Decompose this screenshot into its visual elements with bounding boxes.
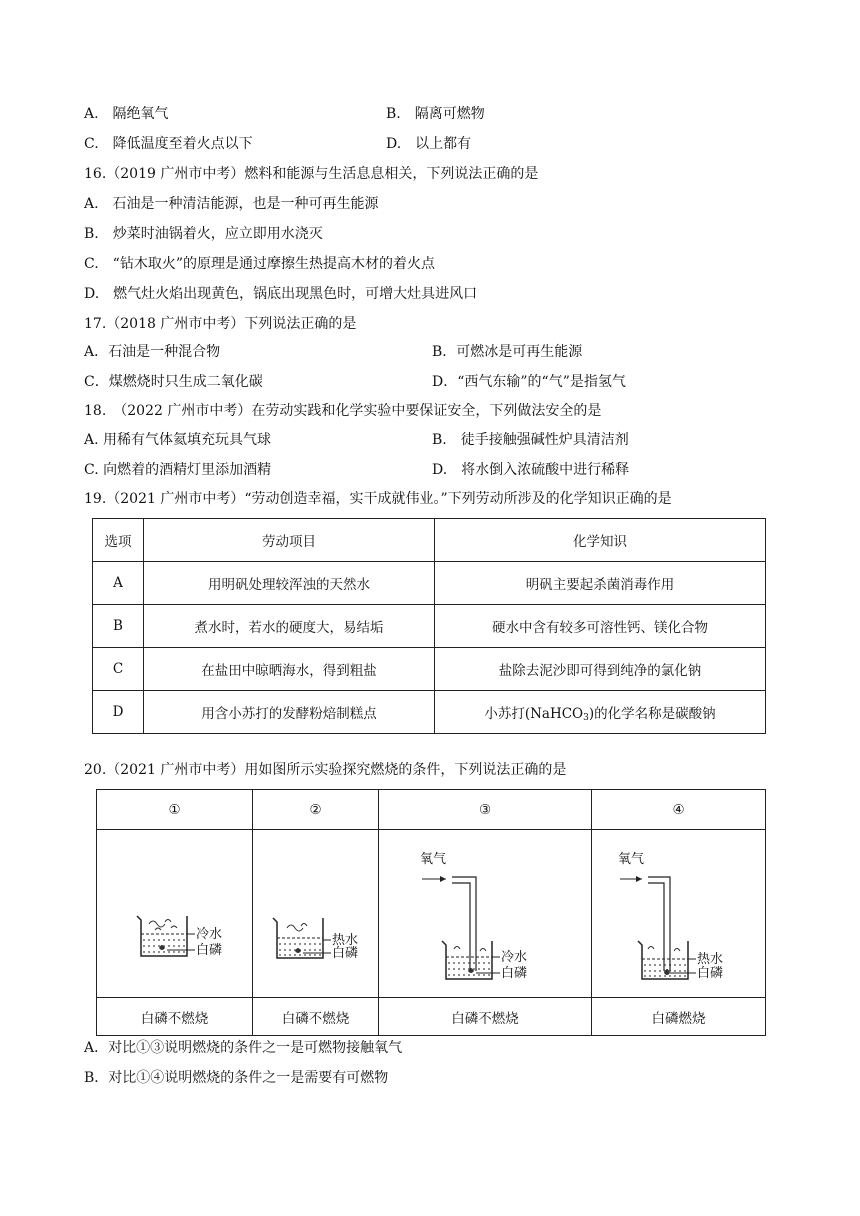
- q20-option-a: A．对比①③说明燃烧的条件之一是可燃物接触氧气: [84, 1040, 403, 1056]
- beaker-oxygen-cold-water: [400, 839, 570, 989]
- table-row: [93, 648, 766, 691]
- label-hot-water: 热水: [331, 932, 358, 948]
- q17-stem: 17.（2018 广州市中考）下列说法正确的是: [84, 316, 357, 332]
- table-header-row: [93, 519, 766, 562]
- q20-stem: 20.（2021 广州市中考）用如图所示实验探究燃烧的条件，下列说法正确的是: [84, 762, 567, 778]
- q18-option-c: C. 向燃着的酒精灯里添加酒精: [84, 462, 272, 478]
- q15-option-c: C. 降低温度至着火点以下: [84, 136, 253, 152]
- q18-option-a: A. 用稀有气体氦填充玩具气球: [84, 432, 272, 448]
- label-white-phosphorus: 白磷: [331, 945, 358, 961]
- result-2: 白磷不燃烧: [253, 998, 379, 1036]
- q17-option-a: A．石油是一种混合物: [84, 344, 221, 360]
- q18-option-b: B. 徒手接触强碱性炉具清洁剂: [432, 432, 629, 448]
- figure-4: [592, 830, 766, 998]
- header-chem-knowledge: 化学知识: [435, 519, 766, 562]
- q19-stem: 19.（2021 广州市中考）“劳动创造幸福，实干成就伟业。”下列劳动所涉及的化学知识正确的是: [84, 491, 672, 507]
- q16-option-d: D. 燃气灶火焰出现黄色，锅底出现黑色时，可增大灶具进风口: [84, 286, 478, 302]
- q16-option-c: C. “钻木取火”的原理是通过摩擦生热提高木材的着火点: [84, 256, 435, 272]
- figure-3: [379, 830, 592, 998]
- row-c-knowledge: 盐除去泥沙即可得到纯净的氯化钠: [435, 648, 766, 691]
- q18-stem: 18. （2022 广州市中考）在劳动实践和化学实验中要保证安全，下列做法安全的是: [84, 403, 602, 419]
- row-d-knowledge-text: 的化学名称是碳酸钠: [594, 705, 716, 722]
- header-2: ②: [253, 790, 379, 830]
- result-4: 白磷燃烧: [592, 998, 766, 1036]
- q17-option-c: C．煤燃烧时只生成二氧化碳: [84, 374, 263, 390]
- header-4: ④: [592, 790, 766, 830]
- row-c-labor: 在盐田中晾晒海水，得到粗盐: [144, 648, 435, 691]
- q18-option-d: D. 将水倒入浓硫酸中进行稀释: [432, 462, 630, 478]
- q20-option-b: B．对比①④说明燃烧的条件之一是需要有可燃物: [84, 1070, 389, 1086]
- header-1: ①: [97, 790, 253, 830]
- header-3: ③: [379, 790, 592, 830]
- figure-header-row: [97, 790, 766, 830]
- table-row: [93, 562, 766, 605]
- row-b-knowledge: 硬水中含有较多可溶性钙、镁化合物: [435, 605, 766, 648]
- q16-stem: 16.（2019 广州市中考）燃料和能源与生活息息相关，下列说法正确的是: [84, 166, 539, 182]
- row-d-labor: 用含小苏打的发酵粉焙制糕点: [144, 691, 435, 734]
- nahco3-subscript: 3: [583, 712, 589, 723]
- result-3: 白磷不燃烧: [379, 998, 592, 1036]
- figure-2: [253, 830, 379, 998]
- q15-option-b: B. 隔离可燃物: [386, 106, 485, 122]
- figure-row: [97, 830, 766, 998]
- nahco3-prefix: 小苏打(NaHCO: [484, 705, 584, 722]
- label-hot-water: 热水: [696, 951, 723, 967]
- label-oxygen: 氧气: [420, 851, 447, 867]
- beaker-oxygen-hot-water: [604, 839, 754, 989]
- result-1: 白磷不燃烧: [97, 998, 253, 1036]
- q15-option-a: A. 隔绝氧气: [84, 106, 169, 122]
- q15-option-d: D. 以上都有: [386, 136, 472, 152]
- label-white-phosphorus: 白磷: [195, 942, 222, 958]
- label-cold-water: 冷水: [195, 926, 222, 942]
- q16-option-a: A. 石油是一种清洁能源，也是一种可再生能源: [84, 196, 379, 212]
- table-row: [93, 605, 766, 648]
- label-white-phosphorus: 白磷: [501, 965, 528, 981]
- label-white-phosphorus: 白磷: [696, 965, 723, 981]
- label-oxygen: 氧气: [617, 851, 644, 867]
- label-cold-water: 冷水: [501, 949, 528, 965]
- table-row: [93, 691, 766, 734]
- q17-option-b: B．可燃冰是可再生能源: [432, 344, 583, 360]
- result-row: [97, 998, 766, 1036]
- header-labor-item: 劳动项目: [144, 519, 435, 562]
- row-a-option: A: [93, 562, 144, 605]
- q16-option-b: B. 炒菜时油锅着火，应立即用水浇灭: [84, 226, 323, 242]
- q19-table: [92, 518, 766, 734]
- row-a-knowledge: 明矾主要起杀菌消毒作用: [435, 562, 766, 605]
- row-c-option: C: [93, 648, 144, 691]
- header-option: 选项: [93, 519, 144, 562]
- q20-figure-table: [96, 789, 766, 1036]
- row-d-option: D: [93, 691, 144, 734]
- row-a-labor: 用明矾处理较浑浊的天然水: [144, 562, 435, 605]
- row-d-knowledge: [435, 691, 766, 734]
- row-b-labor: 煮水时，若水的硬度大，易结垢: [144, 605, 435, 648]
- beaker-hot-water: [261, 864, 371, 964]
- nahco3-close: ): [588, 705, 595, 722]
- beaker-cold-water: [115, 864, 235, 964]
- row-b-option: B: [93, 605, 144, 648]
- q17-option-d: D．“西气东输”的“气”是指氢气: [432, 374, 626, 390]
- figure-1: [97, 830, 253, 998]
